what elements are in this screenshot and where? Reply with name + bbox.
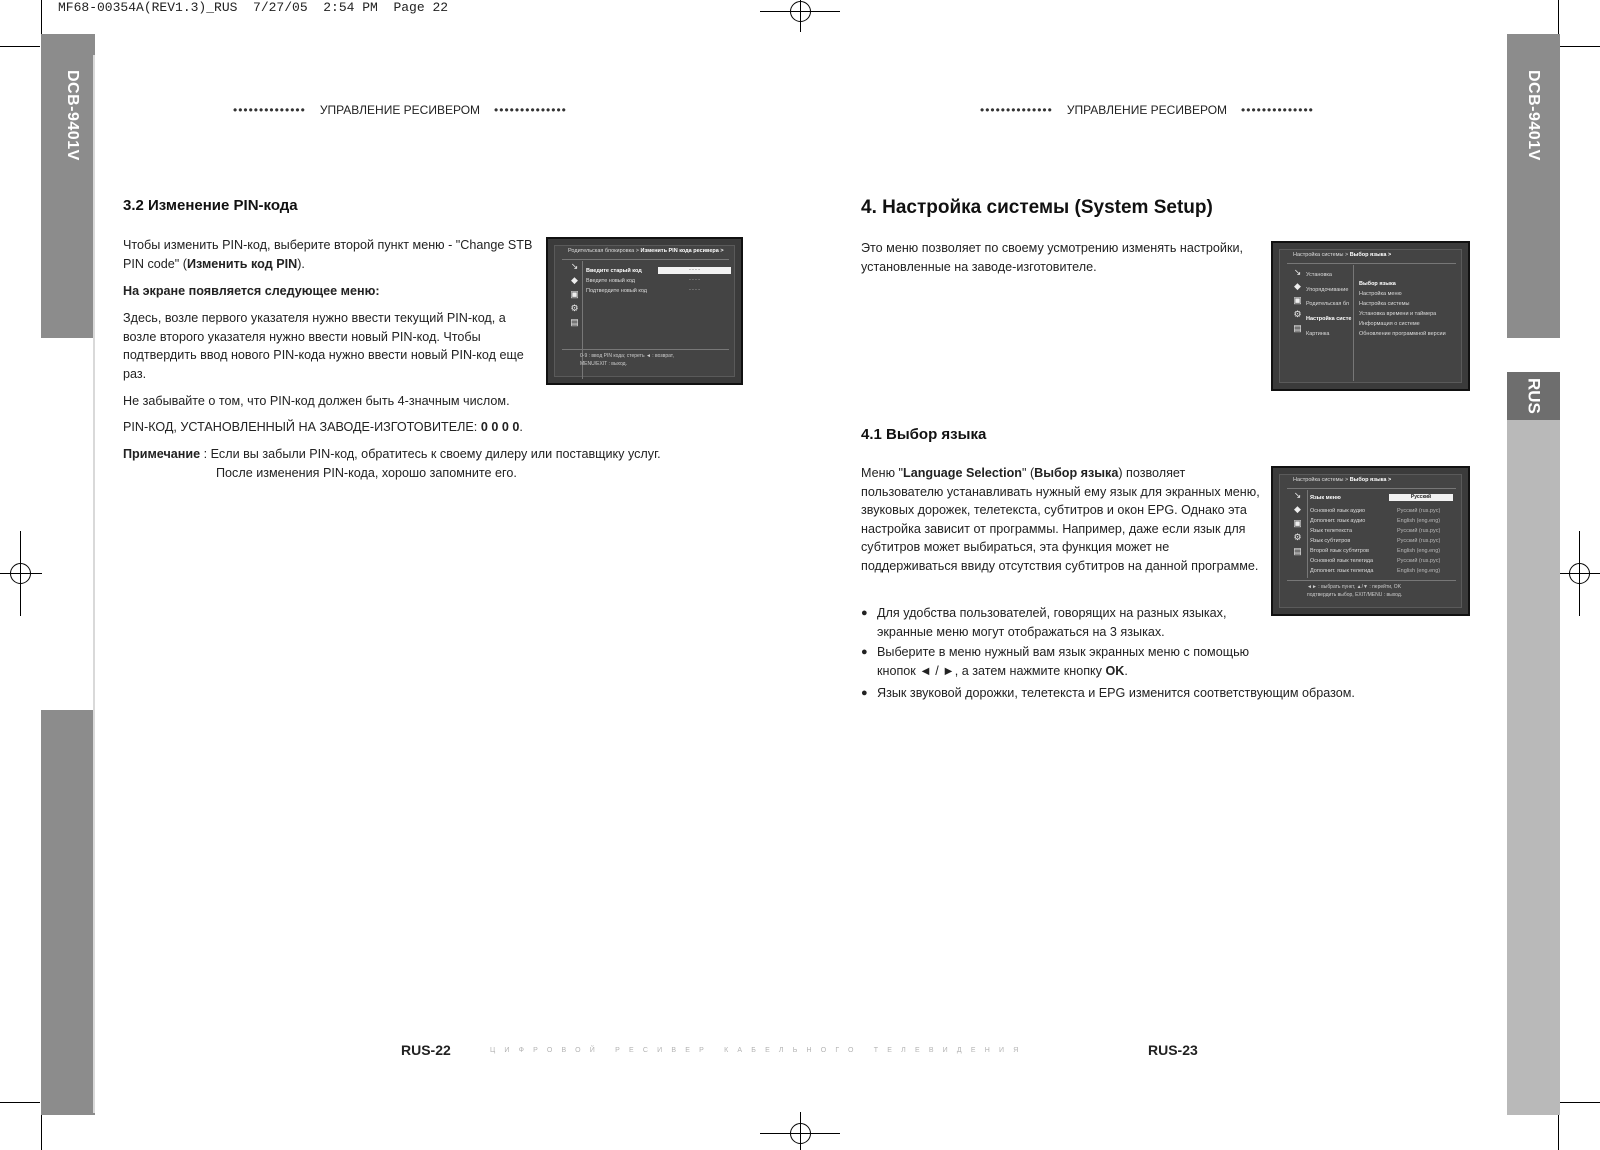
language-bullets-last	[861, 684, 1461, 705]
gear-icon: ⚙	[1293, 532, 1302, 542]
bold-text: Language Selection	[903, 466, 1022, 480]
screen-value: Русский (rus.pyc)	[1397, 558, 1441, 564]
crop-mark	[0, 46, 40, 47]
text: Меню "	[861, 466, 904, 480]
screen-divider	[562, 259, 729, 260]
screen-item: Картинка	[1306, 330, 1330, 337]
paragraph-system-setup-intro: Это меню позволяет по своему усмотрению изменять настройки, установленные на заводе-изготовителе.	[861, 241, 1243, 274]
screen-main-menu	[1306, 268, 1351, 342]
screen-value: English (eng.eng)	[1397, 548, 1441, 554]
paragraph-pin-length: Не забывайте о том, что PIN-код должен быть 4-значным числом.	[123, 394, 510, 408]
screen-title	[1293, 477, 1391, 483]
bold-text: Изменить код PIN	[186, 256, 298, 271]
screen-item: Упорядочивание	[1306, 286, 1349, 293]
screen-language-labels	[1310, 493, 1373, 576]
text: Выберите в меню нужный вам язык экранных меню с помощью кнопок ◄ / ►, а затем нажмите кнопку	[877, 645, 1250, 678]
note-text: : Если вы забыли PIN-код, обратитесь к своему дилеру или поставщику услуг.	[200, 447, 661, 461]
text: .	[1124, 663, 1128, 678]
section-heading-language: 4.1 Выбор языка	[861, 426, 987, 443]
screen-item: Язык меню	[1310, 495, 1341, 501]
screen-item: Родительская бл	[1306, 301, 1350, 308]
screen-divider	[562, 349, 729, 350]
text: " (	[1021, 466, 1035, 480]
screen-item: Второй язык субтитров	[1310, 548, 1369, 554]
screen-title-current: Выбор языка >	[1349, 252, 1392, 258]
bullet-item: ● Для удобства пользователей, говорящих на разных языках, экранные меню могут отображаться на 3 языках.	[861, 604, 1281, 641]
model-label-right: DCB-9401V	[1525, 70, 1542, 161]
paragraph-factory-pin	[123, 418, 723, 437]
screen-value: English (eng.eng)	[1397, 518, 1441, 524]
screen-item: Подтвердите новый код	[586, 288, 647, 294]
section-heading-system-setup: 4. Настройка системы (System Setup)	[861, 197, 1213, 218]
screen-divider	[1287, 580, 1456, 581]
screen-title-path: Настройка системы >	[1293, 477, 1350, 483]
screen-item: Установка	[1306, 272, 1332, 278]
text: Чтобы изменить PIN-код, выберите второй пункт меню - "Change STB PIN code" (	[123, 238, 533, 271]
right-side-bar-bottom	[1507, 420, 1560, 1115]
screen-item: Настройка меню	[1359, 291, 1402, 297]
antenna-icon: ↘	[1293, 490, 1302, 500]
screen-value: English (eng.eng)	[1397, 568, 1441, 574]
screen-item: Основной язык телегида	[1310, 558, 1374, 564]
header-title: УПРАВЛЕНИЕ РЕСИВЕРОМ	[319, 103, 481, 117]
header-dots: ••••••••••••••	[980, 103, 1053, 117]
screen-item: Обновление программной версии	[1359, 331, 1446, 337]
bold-text: OK	[1105, 663, 1125, 678]
registration-circle	[790, 1123, 811, 1144]
screen-menu-icons	[1293, 268, 1302, 333]
header-dots: ••••••••••••••	[494, 103, 567, 117]
screen-menu-icons	[1293, 491, 1302, 556]
page-number-left: RUS-22	[401, 1042, 451, 1058]
note-label: Примечание	[123, 447, 201, 461]
screen-title-path: Родительская блокировка >	[568, 248, 641, 254]
document-icon: ▤	[1293, 546, 1302, 556]
screen-item: Введите новый код	[586, 278, 635, 284]
screen-field-new-pin: - - - -	[689, 277, 700, 283]
screen-divider	[1287, 488, 1456, 489]
antenna-icon: ↘	[1293, 267, 1302, 277]
screen-title	[568, 248, 724, 254]
document-icon: ▤	[570, 317, 579, 327]
footer-caption: ЦИФРОВОЙ РЕСИВЕР КАБЕЛЬНОГО ТЕЛЕВИДЕНИЯ	[490, 1047, 1028, 1054]
screen-footer-line: 0-9 : ввод PIN кода; стереть ◄ : возврат,	[580, 353, 674, 359]
screen-footer-line: ◄► : выбрать пункт, ▲/▼ : перейти, OK	[1307, 584, 1402, 590]
paragraph-menu-appears	[123, 282, 533, 301]
screen-title-current: Выбор языка >	[1349, 477, 1392, 483]
running-header-left	[233, 103, 567, 117]
screen-value: Русский (rus.pyc)	[1397, 508, 1441, 514]
screen-footer-line: MENU/EXIT : выход.	[580, 361, 627, 367]
screen-item: Язык субтитров	[1310, 538, 1351, 544]
screen-divider	[1353, 265, 1354, 381]
screen-footer	[1307, 583, 1402, 599]
screen-item: Дополнит. язык телегида	[1310, 568, 1374, 574]
note-second-line: После изменения PIN-кода, хорошо запомните его.	[216, 466, 517, 480]
crop-mark	[1558, 1115, 1559, 1150]
section-heading-pin: 3.2 Изменение PIN-кода	[123, 197, 298, 214]
text: ).	[297, 256, 305, 271]
bold-text: На экране появляется следующее меню:	[123, 284, 380, 298]
registration-circle	[1569, 563, 1590, 584]
screen-divider	[1307, 490, 1308, 578]
lock-icon: ▣	[570, 289, 579, 299]
print-slug: MF68-00354A(REV1.3)_RUS 7/27/05 2:54 PM Page 22	[58, 0, 449, 15]
bullet-item	[861, 643, 1281, 680]
screen-footer	[580, 352, 674, 368]
bold-text: Выбор языка	[1034, 466, 1119, 480]
screen-item: Информация о системе	[1359, 321, 1420, 327]
document-icon: ▤	[1293, 323, 1302, 333]
registration-circle	[10, 563, 31, 584]
antenna-icon: ↘	[570, 261, 579, 271]
screen-submenu	[1359, 279, 1446, 339]
gear-icon: ⚙	[570, 303, 579, 313]
text: ) позволяет пользователю устанавливать нужный ему язык для экранных меню, звуковых дорожек, телетекста, субтитров и окон EPG. Однако эта настройка зависит от программы. Например, даже если язык для субтитров может выбираться, эта функция может не поддерживаться ввиду отсутствия субтитров на данной программе.	[861, 466, 1260, 573]
screenshot-language-selection	[1271, 466, 1470, 616]
screen-item: Дополнит. язык аудио	[1310, 518, 1366, 524]
screenshot-change-pin	[546, 237, 743, 385]
factory-pin-value: 0 0 0 0	[480, 420, 520, 434]
screen-divider	[1287, 263, 1456, 264]
screen-menu-language-value: Русский	[1389, 494, 1453, 501]
page-gutter-line	[93, 55, 95, 1113]
lock-icon: ▣	[1293, 518, 1302, 528]
paragraph-enter-pin: Здесь, возле первого указателя нужно ввести текущий PIN-код, а возле второго указателя нужно ввести новый PIN-код. Чтобы подтвердить ввод нового PIN-кода нужно ввести новый PIN-код еще раз.	[123, 311, 524, 381]
left-side-bar-bottom	[41, 710, 95, 1115]
screen-title-current: Изменить PIN кода ресивера >	[640, 248, 724, 254]
page-number-right: RUS-23	[1148, 1042, 1198, 1058]
screen-item: Установка времени и таймера	[1359, 311, 1437, 317]
language-bullets	[861, 604, 1281, 682]
registration-circle	[790, 1, 811, 22]
crop-mark	[41, 1115, 42, 1150]
screen-title	[1293, 252, 1391, 258]
gear-icon: ⚙	[1293, 309, 1302, 319]
model-label-left: DCB-9401V	[64, 70, 81, 161]
note	[123, 445, 743, 464]
text: .	[519, 420, 523, 434]
tv-icon: ◆	[571, 275, 578, 285]
screen-item: Введите старый код	[586, 268, 642, 274]
language-tab-label: RUS	[1524, 378, 1544, 414]
tv-icon: ◆	[1294, 504, 1301, 514]
bullet-item: ● Язык звуковой дорожки, телетекста и EPG изменится соответствующим образом.	[861, 684, 1461, 703]
header-dots: ••••••••••••••	[233, 103, 306, 117]
screen-menu-icons	[570, 262, 579, 327]
screen-item: Язык телетекста	[1310, 528, 1353, 534]
screen-item: Настройка системы	[1359, 301, 1410, 307]
lock-icon: ▣	[1293, 295, 1302, 305]
running-header-right	[980, 103, 1314, 117]
crop-mark	[1560, 1102, 1600, 1103]
screen-item: Настройка систе	[1306, 316, 1352, 323]
tv-icon: ◆	[1294, 281, 1301, 291]
text: PIN-КОД, УСТАНОВЛЕННЫЙ НА ЗАВОДЕ-ИЗГОТОВИТЕЛЕ:	[123, 420, 481, 434]
crop-mark	[1558, 0, 1559, 34]
screen-footer-line: подтвердить выбор, EXIT/MENU : выход.	[1307, 592, 1403, 598]
screen-field-confirm-pin: - - - -	[689, 287, 700, 293]
crop-mark	[0, 1102, 40, 1103]
screen-value: Русский (rus.pyc)	[1397, 528, 1441, 534]
language-tab	[1507, 372, 1560, 420]
header-title: УПРАВЛЕНИЕ РЕСИВЕРОМ	[1066, 103, 1228, 117]
screen-title-path: Настройка системы >	[1293, 252, 1350, 258]
screenshot-system-setup	[1271, 241, 1470, 391]
screen-pin-items	[586, 266, 647, 296]
paragraph-change-pin	[123, 236, 533, 273]
paragraph-language-selection	[861, 464, 1261, 575]
screen-item: Выбор языка	[1359, 281, 1396, 287]
screen-field-old-pin: - - - -	[658, 267, 731, 274]
screen-language-values	[1397, 506, 1440, 576]
screen-value: Русский (rus.pyc)	[1397, 538, 1441, 544]
screen-item: Основной язык аудио	[1310, 508, 1366, 514]
crop-mark	[1560, 46, 1600, 47]
header-dots: ••••••••••••••	[1241, 103, 1314, 117]
crop-mark	[41, 0, 42, 34]
